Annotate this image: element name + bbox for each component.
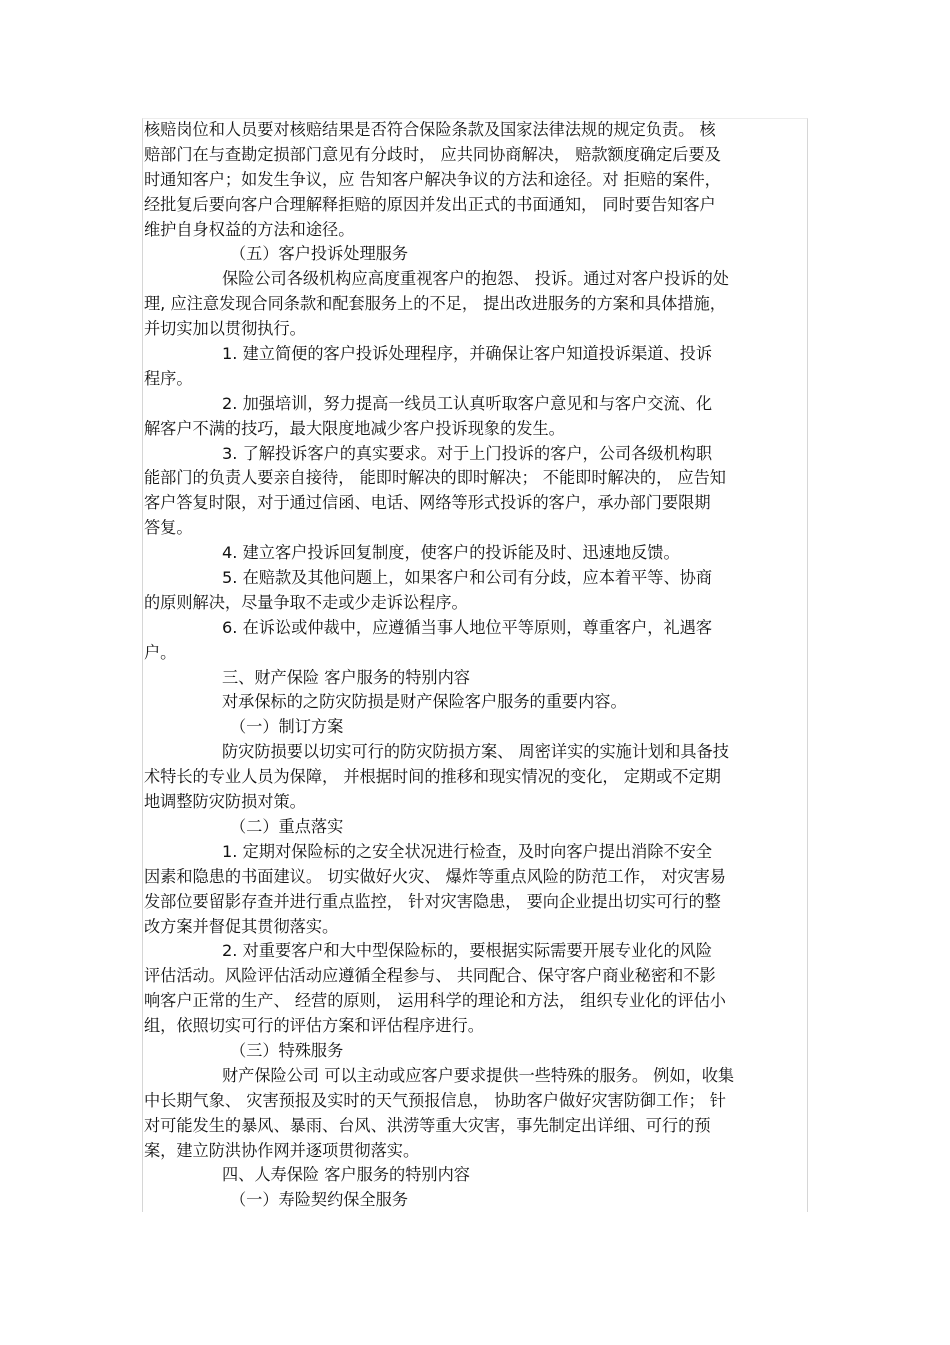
section-heading: （三）特殊服务 [230,1040,344,1060]
text-line: 因素和隐患的书面建议。 切实做好火灾、 爆炸等重点风险的防范工作， 对灾害易 [144,866,726,886]
text-line: 能部门的负责人要亲自接待， 能即时解决的即时解决； 不能即时解决的， 应告知 [144,468,726,488]
section-heading: （一）制订方案 [230,717,344,737]
document-body [144,118,804,1213]
text-line: 组，依照切实可行的评估方案和评估程序进行。 [144,1016,484,1036]
section-heading: （二）重点落实 [230,816,344,836]
text-line: 三、财产保险 客户服务的特别内容 [222,667,470,687]
text-line: 并切实加以贯彻执行。 [144,319,306,339]
text-line: 发部位要留影存查并进行重点监控， 针对灾害隐患， 要向企业提出切实可行的整 [144,891,721,911]
text-line: 2. 加强培训，努力提高一线员工认真听取客户意见和与客户交流、化 [222,393,713,413]
text-line: 答复。 [144,518,193,538]
text-line: 术特长的专业人员为保障， 并根据时间的推移和现实情况的变化， 定期或不定期 [144,767,721,787]
text-line: 的原则解决，尽量争取不走或少走诉讼程序。 [144,592,468,612]
text-line: 改方案并督促其贯彻落实。 [144,916,339,936]
text-line: 财产保险公司 可以主动或应客户要求提供一些特殊的服务。 例如，收集 [222,1065,735,1085]
text-line: 程序。 [144,368,193,388]
text-line: 户。 [144,642,177,662]
section-heading: （五）客户投诉处理服务 [230,244,409,264]
text-line: 3. 了解投诉客户的真实要求。对于上门投诉的客户，公司各级机构职 [222,443,713,463]
text-line: 客户答复时限，对于通过信函、电话、网络等形式投诉的客户，承办部门要限期 [144,493,711,513]
text-line: 经批复后要向客户合理解释拒赔的原因并发出正式的书面通知， 同时要告知客户 [144,194,716,214]
text-line: 维护自身权益的方法和途径。 [144,219,355,239]
text-line: 中长期气象、 灾害预报及实时的天气预报信息， 协助客户做好灾害防御工作； 针 [144,1090,726,1110]
text-line: 对承保标的之防灾防损是财产保险客户服务的重要内容。 [222,692,627,712]
text-line: 解客户不满的技巧，最大限度地减少客户投诉现象的发生。 [144,418,565,438]
text-line: 防灾防损要以切实可行的防灾防损方案、 周密详实的实施计划和具备技 [222,742,729,762]
text-line: 理, 应注意发现合同条款和配套服务上的不足， 提出改进服务的方案和具体措施， [144,294,726,314]
text-line: 核赔岗位和人员要对核赔结果是否符合保险条款及国家法律法规的规定负责。 核 [144,120,716,139]
text-line: 1. 定期对保险标的之安全状况进行检查，及时向客户提出消除不安全 [222,841,713,861]
text-line: 地调整防灾防损对策。 [144,792,306,812]
text-line: 6. 在诉讼或仲裁中，应遵循当事人地位平等原则，尊重客户，礼遇客 [222,617,713,637]
text-line: 评估活动。风险评估活动应遵循全程参与、 共同配合、保守客户商业秘密和不影 [144,966,716,986]
text-line: 5. 在赔款及其他问题上，如果客户和公司有分歧，应本着平等、协商 [222,568,713,588]
section-heading: （一）寿险契约保全服务 [230,1190,409,1210]
text-line: 对可能发生的暴风、暴雨、台风、洪涝等重大灾害，事先制定出详细、可行的预 [144,1115,711,1135]
text-line: 2. 对重要客户和大中型保险标的，要根据实际需要开展专业化的风险 [222,941,713,961]
text-line: 四、人寿保险 客户服务的特别内容 [222,1165,470,1185]
text-line: 赔部门在与查勘定损部门意见有分歧时， 应共同协商解决， 赔款额度确定后要及 [144,144,721,164]
text-line: 案，建立防洪协作网并逐项贯彻落实。 [144,1140,420,1160]
text-line: 4. 建立客户投诉回复制度，使客户的投诉能及时、迅速地反馈。 [222,543,680,563]
text-line: 时通知客户；如发生争议，应 告知客户解决争议的方法和途径。对 拒赔的案件， [144,169,721,189]
text-line: 1. 建立简便的客户投诉处理程序，并确保让客户知道投诉渠道、投诉 [222,344,713,364]
text-line: 保险公司各级机构应高度重视客户的抱怨、 投诉。通过对客户投诉的处 [222,269,729,289]
text-line: 响客户正常的生产、 经营的原则， 运用科学的理论和方法， 组织专业化的评估小 [144,991,726,1011]
